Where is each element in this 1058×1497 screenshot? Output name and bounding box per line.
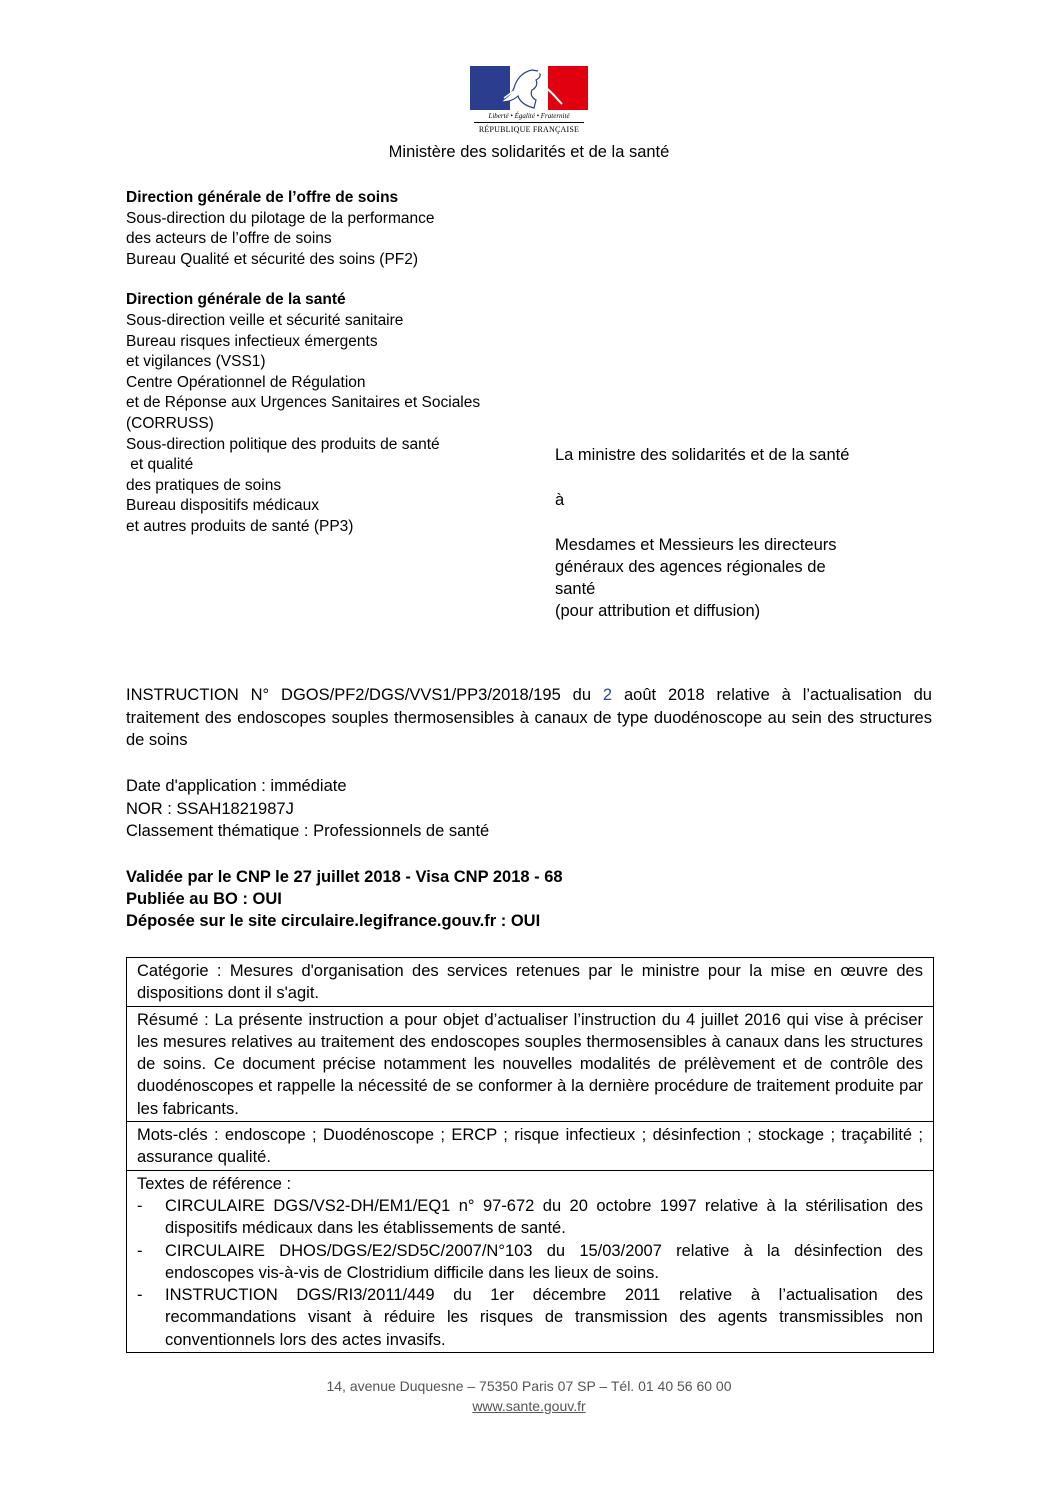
reference-item: - CIRCULAIRE DHOS/DGS/E2/SD5C/2007/N°103 du 15/03/2007 relative à la désinfection des endoscopes vis-à-vis de Clostridium difficile dans les lieux de soins. [137,1240,923,1285]
dgs-line: et vigilances (VSS1) [126,353,266,371]
dgs-title: Direction générale de la santé [126,291,346,309]
reference-item: - INSTRUCTION DGS/RI3/2011/449 du 1er décembre 2011 relative à l’actualisation des recommandations visant à réduire les risques de transmission des agents transmissibles non conventionnels lors des actes invasifs. [137,1284,923,1351]
references-title: Textes de référence : [137,1174,292,1193]
instruction-meta [126,775,932,843]
thematic-classification: Classement thématique : Professionnels de santé [126,822,490,840]
recipient-block [555,444,915,622]
instruction-day: 2 [602,686,613,704]
summary-cell: Résumé : La présente instruction a pour objet d’actualiser l’instruction du 4 juillet 2016 qui vise à préciser les mesures relatives au traitement des endoscopes souples thermosensibles à canaux dans les structures de soins. Ce document précise notamment les nouvelles modalités de prélèvement et de contrôle des duodénoscopes et rappelle la nécessité de se conformer à la dernière procédure de traitement produite par les fabricants. [127,1006,933,1121]
sender-block [126,188,556,538]
republique-francaise-logo [470,66,588,138]
dgs-line: et autres produits de santé (PP3) [126,517,354,535]
dgs-line: Centre Opérationnel de Régulation [126,373,366,391]
nor-reference: NOR : SSAH1821987J [126,799,294,818]
page-footer [0,1376,1058,1416]
category-cell: Catégorie : Mesures d'organisation des services retenues par le ministre pour la mise en œuvre des dispositions dont il s'agit. [137,962,923,1003]
instruction-title [126,684,932,752]
dgs-line: des pratiques de soins [126,476,282,494]
dgs-line: Sous-direction veille et sécurité sanitaire [126,311,404,329]
dgos-line: Bureau Qualité et sécurité des soins (PF2) [126,250,419,268]
website-link[interactable]: www.sante.gouv.fr [472,1398,586,1414]
application-date: Date d'application : immédiate [126,777,347,795]
dgs-line: Sous-direction politique des produits de santé [126,435,440,453]
references-cell [127,1170,933,1352]
ministry-title: Ministère des solidarités et de la santé [388,143,670,161]
reference-item: - CIRCULAIRE DGS/VS2-DH/EM1/EQ1 n° 97-672 du 20 octobre 1997 relative à la stérilisation des dispositifs médicaux dans les établissements de santé. [137,1195,923,1240]
dgs-line: Bureau dispositifs médicaux [126,497,319,515]
validation-block [126,866,932,932]
republic-motto: Liberté • Égalité • Fraternité [488,112,570,120]
logo-divider [474,122,584,123]
republic-name: RÉPUBLIQUE FRANÇAISE [478,125,580,134]
to-line: à [555,491,565,509]
marianne-profile-icon [492,68,566,110]
from-line: La ministre des solidarités et de la santé [555,446,850,464]
instruction-suffix: août 2018 relative à l’actualisation du traitement des endoscopes souples thermosensibles à canaux de type duodénoscope au sein des structures de soins [126,686,932,749]
marianne-flag-icon [470,66,588,110]
dgos-title: Direction générale de l’offre de soins [126,189,399,206]
keywords-cell: Mots-clés : endoscope ; Duodénoscope ; ERCP ; risque infectieux ; désinfection ; stockage ; traçabilité ; assurance qualité. [127,1121,933,1170]
dgs-line: et qualité [126,456,194,474]
addressee-line: santé [555,580,596,598]
addressee-line: (pour attribution et diffusion) [555,602,761,620]
published-bo: Publiée au BO : OUI [126,890,282,908]
dgs-line: Bureau risques infectieux émergents [126,332,378,350]
summary-table [126,957,934,1353]
validation-cnp: Validée par le CNP le 27 juillet 2018 - Visa CNP 2018 - 68 [126,868,563,886]
dgs-line: et de Réponse aux Urgences Sanitaires et Sociales [126,394,481,412]
references-list [137,1195,923,1351]
addressee-line: Mesdames et Messieurs les directeurs [555,536,837,554]
deposited-legifrance: Déposée sur le site circulaire.legifrance.gouv.fr : OUI [126,912,541,930]
dgos-line: Sous-direction du pilotage de la performance [126,209,435,227]
instruction-prefix: INSTRUCTION N° DGOS/PF2/DGS/VVS1/PP3/2018/195 du [126,686,603,704]
footer-address: 14, avenue Duquesne – 75350 Paris 07 SP – Tél. 01 40 56 60 00 [326,1378,732,1394]
dgs-line: (CORRUSS) [126,414,214,432]
addressee-line: généraux des agences régionales de [555,558,826,576]
dgos-line: des acteurs de l’offre de soins [126,230,332,248]
